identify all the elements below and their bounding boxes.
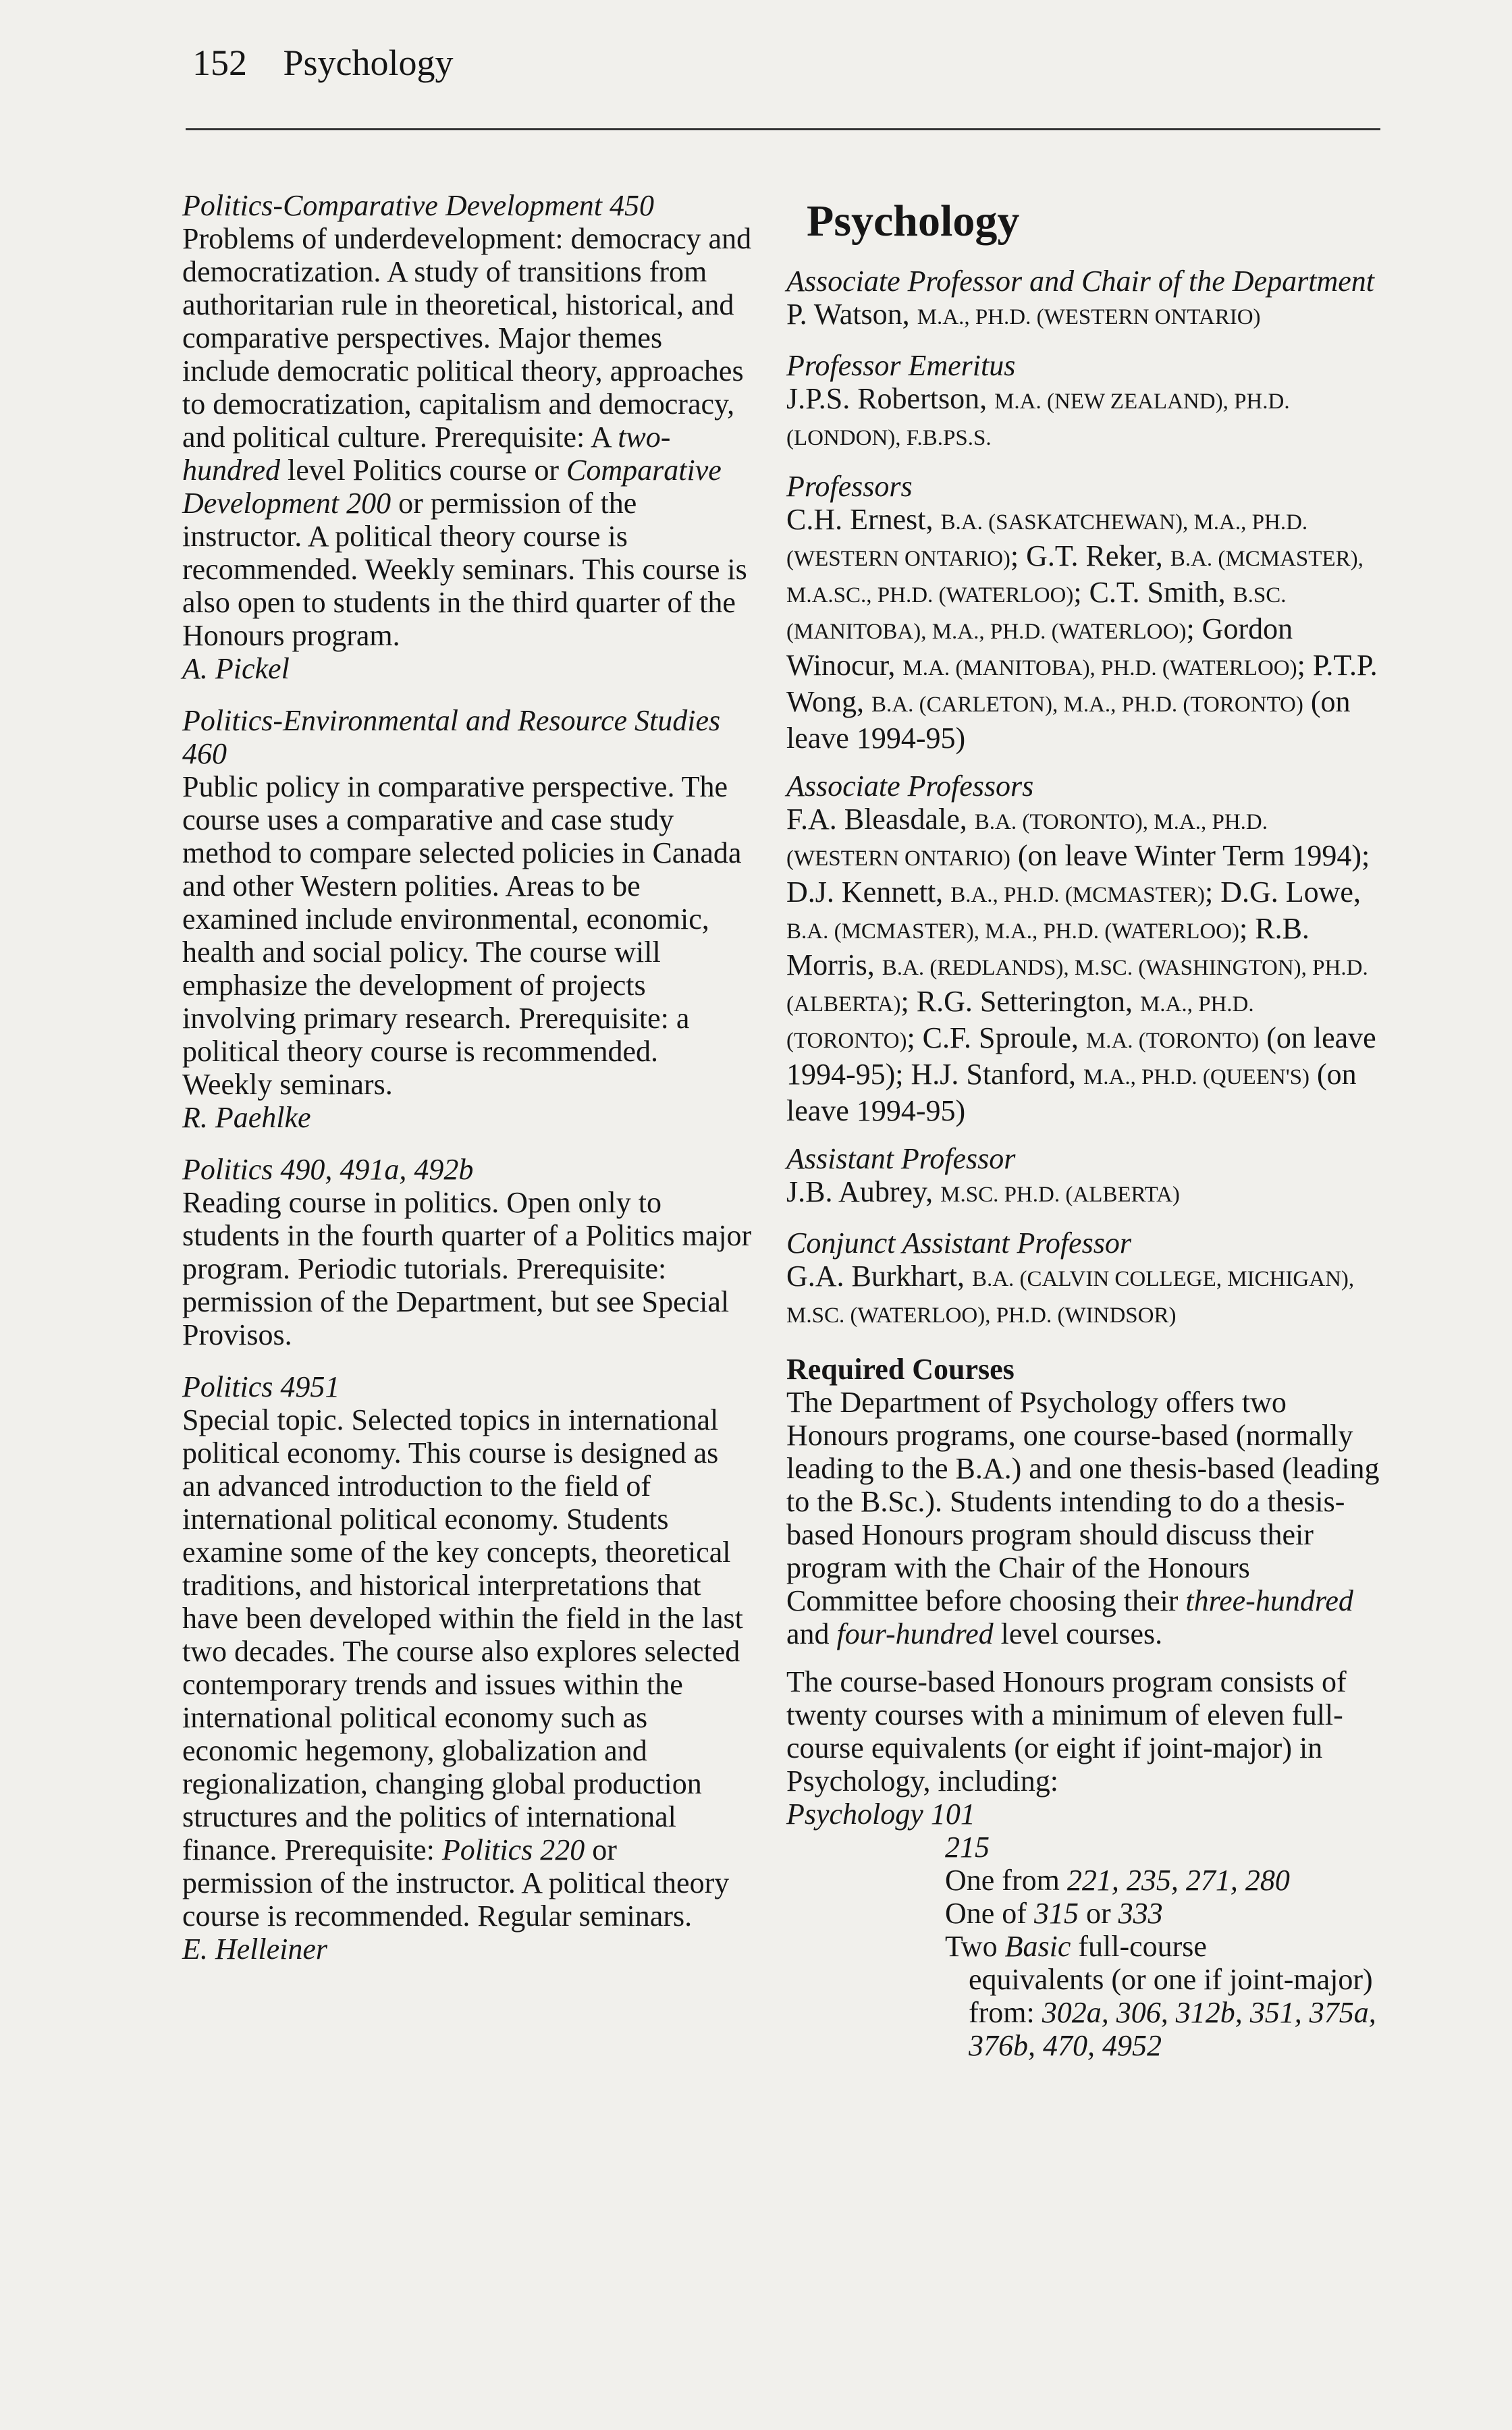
programs-paragraph bbox=[786, 1386, 1380, 1650]
left-column bbox=[182, 189, 753, 1985]
credentials-text-run: B.SC. (MANITOBA), M.A., PH.D. (WATERLOO) bbox=[786, 583, 1287, 644]
course-list-item bbox=[786, 1831, 1380, 1864]
course-title: Politics-Comparative Development 450 bbox=[182, 189, 654, 222]
text-run: ; R.B. Morris, bbox=[786, 912, 1310, 981]
course-title: Politics-Environmental and Resource Studies 460 bbox=[182, 704, 721, 770]
text-run: full-course bbox=[1071, 1930, 1207, 1963]
text-run: C.H. Ernest, bbox=[786, 503, 941, 536]
faculty-group bbox=[786, 770, 1380, 1127]
faculty-role: Professors bbox=[786, 470, 913, 503]
course-description bbox=[182, 1403, 753, 1933]
faculty-members bbox=[786, 803, 1380, 1127]
text-run: level courses. bbox=[993, 1617, 1163, 1650]
header-rule bbox=[186, 128, 1380, 130]
faculty-members bbox=[786, 503, 1380, 755]
credentials-text-run: M.A. (MANITOBA), PH.D. (WATERLOO) bbox=[902, 656, 1297, 680]
right-column bbox=[786, 189, 1380, 2062]
course-entry bbox=[182, 189, 753, 685]
page-number: 152 bbox=[192, 43, 247, 83]
text-run: P. Watson, bbox=[786, 298, 917, 331]
text-run: ; C.F. Sproule, bbox=[907, 1021, 1086, 1054]
faculty-members bbox=[786, 298, 1380, 334]
faculty-members bbox=[786, 1175, 1380, 1212]
text-run: Public policy in comparative perspective. The course uses a comparative and case study method to compare selected policies in Canada and other Western polities. Areas to be examined include environmental, economic, health and social policy. The course will emphasize the development of projects involving primary research. Prerequisite: a political theory course is recommended. Weekly seminars. bbox=[182, 770, 742, 1101]
text-run: ; D.G. Lowe, bbox=[1204, 875, 1361, 909]
text-run: (on leave 1994-95) bbox=[786, 685, 1351, 755]
course-description bbox=[182, 1186, 753, 1351]
course-list-item bbox=[786, 1963, 1380, 2062]
text-run: or bbox=[1078, 1897, 1118, 1930]
italic-text-run: Politics 220 bbox=[441, 1833, 585, 1866]
text-run: F.A. Bleasdale, bbox=[786, 803, 975, 836]
credentials-text-run: M.A. (TORONTO) bbox=[1085, 1029, 1260, 1053]
credentials-text-run: B.A. (REDLANDS), M.SC. (WASHINGTON), PH.D. (ALBERTA) bbox=[786, 956, 1368, 1017]
text-run: Reading course in politics. Open only to students in the fourth quarter of a Politics major program. Periodic tutorials. Prerequisite: permission of the Department, but see Special Provisos. bbox=[182, 1186, 752, 1351]
credentials-text-run: B.A. (TORONTO), M.A., PH.D. (WESTERN ONTARIO) bbox=[786, 810, 1268, 871]
department-heading: Psychology bbox=[807, 196, 1020, 246]
faculty-role: Associate Professor and Chair of the Department bbox=[786, 265, 1374, 298]
italic-text-run: 302a, 306, 312b, 351, 375a, 376b, 470, 4952 bbox=[969, 1996, 1376, 2062]
faculty-members bbox=[786, 1260, 1380, 1332]
credentials-text-run: B.A. (SASKATCHEWAN), M.A., PH.D. (WESTERN ONTARIO) bbox=[786, 510, 1308, 571]
text-run: ; C.T. Smith, bbox=[1073, 576, 1233, 609]
credentials-text-run: B.A. (MCMASTER), M.A.SC., PH.D. (WATERLOO) bbox=[786, 547, 1364, 608]
italic-text-run: four-hundred bbox=[836, 1617, 994, 1650]
course-title: Politics 490, 491a, 492b bbox=[182, 1153, 474, 1186]
text-run: (on leave Winter Term 1994); D.J. Kennett, bbox=[786, 839, 1370, 909]
text-run: (on leave 1994-95) bbox=[786, 1058, 1357, 1127]
course-list-item bbox=[786, 1897, 1380, 1930]
course-description bbox=[182, 770, 753, 1101]
text-run: G.A. Burkhart, bbox=[786, 1260, 972, 1293]
text-run: J.P.S. Robertson, bbox=[786, 382, 995, 415]
required-courses-heading: Required Courses bbox=[786, 1353, 1015, 1386]
credentials-text-run: B.A. (CALVIN COLLEGE, MICHIGAN), M.SC. (WATERLOO), PH.D. (WINDSOR) bbox=[786, 1267, 1355, 1328]
credentials-text-run: M.A., PH.D. (TORONTO) bbox=[786, 992, 1254, 1053]
course-list-item bbox=[786, 1864, 1380, 1897]
italic-text-run: 215 bbox=[945, 1831, 990, 1864]
credentials-text-run: M.A., PH.D. (QUEEN'S) bbox=[1083, 1065, 1310, 1089]
italic-text-run: three-hundred bbox=[1185, 1584, 1353, 1617]
course-instructor: R. Paehlke bbox=[182, 1101, 311, 1134]
course-list-item bbox=[786, 1930, 1380, 1963]
course-title: Politics 4951 bbox=[182, 1370, 340, 1403]
faculty-group bbox=[786, 1142, 1380, 1212]
running-section-title: Psychology bbox=[283, 43, 454, 83]
text-run: The Department of Psychology offers two Honours programs, one course-based (normally leading to the B.A.) and one thesis-based (leading to the B.Sc.). Students intending to do a thesis-based Honours program should discuss their program with the Chair of the Honours Committee before choosing their bbox=[786, 1386, 1380, 1617]
text-run: ; Gordon Winocur, bbox=[786, 612, 1293, 682]
text-run: Two bbox=[945, 1930, 1005, 1963]
credentials-text-run: B.A., PH.D. (MCMASTER) bbox=[950, 883, 1205, 907]
credentials-text-run: M.SC. PH.D. (ALBERTA) bbox=[940, 1183, 1180, 1207]
text-run: One from bbox=[945, 1864, 1067, 1897]
page-header bbox=[192, 42, 454, 84]
text-run: Problems of underdevelopment: democracy and democratization. A study of transitions from authoritarian rule in theoretical, historical, and comparative perspectives. Major themes include democratic political theory, approaches to democratization, capitalism and democracy, and political culture. Prerequisite: A bbox=[182, 222, 752, 454]
credentials-text-run: B.A. (MCMASTER), M.A., PH.D. (WATERLOO) bbox=[786, 919, 1240, 944]
text-run: The course-based Honours program consists of twenty courses with a minimum of eleven full-course equivalents (or eight if joint-major) in Psychology, including: bbox=[786, 1665, 1347, 1798]
text-run: ; R.G. Setterington, bbox=[900, 985, 1140, 1018]
course-based-paragraph bbox=[786, 1665, 1380, 1798]
course-entry bbox=[182, 704, 753, 1134]
course-description bbox=[182, 222, 753, 652]
text-run: Special topic. Selected topics in international political economy. This course is designed as an advanced introduction to the field of international political economy. Students examine some of the key concepts, theoretical traditions, and historical interpretations that have been developed within the field in the last two decades. The course also explores selected contemporary trends and issues within the international political economy such as economic hegemony, globalization and regionalization, changing global production structures and the politics of international finance. Prerequisite: bbox=[182, 1403, 743, 1866]
text-run: or permission of the instructor. A political theory course is recommended. Regular seminars. bbox=[182, 1833, 730, 1933]
text-run: ; P.T.P. Wong, bbox=[786, 649, 1378, 718]
course-list-first-item: Psychology 101 bbox=[786, 1798, 975, 1831]
faculty-members bbox=[786, 382, 1380, 455]
italic-text-run: two-hundred bbox=[182, 421, 671, 487]
faculty-role: Assistant Professor bbox=[786, 1142, 1016, 1175]
text-run: One of bbox=[945, 1897, 1034, 1930]
credentials-text-run: M.A., PH.D. (WESTERN ONTARIO) bbox=[917, 305, 1261, 329]
italic-text-run: 315 bbox=[1033, 1897, 1079, 1930]
faculty-role: Associate Professors bbox=[786, 770, 1034, 803]
text-run: equivalents (or one if joint-major) from: bbox=[969, 1963, 1373, 2029]
course-instructor: A. Pickel bbox=[182, 652, 290, 685]
course-entry bbox=[182, 1153, 753, 1351]
faculty-role: Professor Emeritus bbox=[786, 349, 1016, 382]
italic-text-run: 221, 235, 271, 280 bbox=[1066, 1864, 1290, 1897]
course-entry bbox=[182, 1370, 753, 1966]
italic-text-run: 333 bbox=[1118, 1897, 1163, 1930]
faculty-group bbox=[786, 265, 1380, 334]
credentials-text-run: B.A. (CARLETON), M.A., PH.D. (TORONTO) bbox=[871, 693, 1303, 717]
faculty-group bbox=[786, 349, 1380, 455]
credentials-text-run: M.A. (NEW ZEALAND), PH.D. (LONDON), F.B.PS.S. bbox=[786, 389, 1290, 450]
text-run: J.B. Aubrey, bbox=[786, 1175, 941, 1208]
text-run: ; G.T. Reker, bbox=[1010, 539, 1170, 572]
faculty-role: Conjunct Assistant Professor bbox=[786, 1226, 1131, 1260]
required-course-list bbox=[786, 1798, 1380, 2062]
course-instructor: E. Helleiner bbox=[182, 1933, 328, 1966]
faculty-group bbox=[786, 1226, 1380, 1332]
italic-text-run: Basic bbox=[1004, 1930, 1071, 1963]
italic-text-run: Comparative Development 200 bbox=[182, 454, 722, 520]
text-run: (on leave 1994-95); H.J. Stanford, bbox=[786, 1021, 1376, 1091]
text-run: and bbox=[786, 1617, 837, 1650]
text-run: or permission of the instructor. A political theory course is recommended. Weekly seminars. This course is also open to students in the third quarter of the Honours program. bbox=[182, 487, 747, 652]
text-run: level Politics course or bbox=[280, 454, 567, 487]
faculty-group bbox=[786, 470, 1380, 755]
